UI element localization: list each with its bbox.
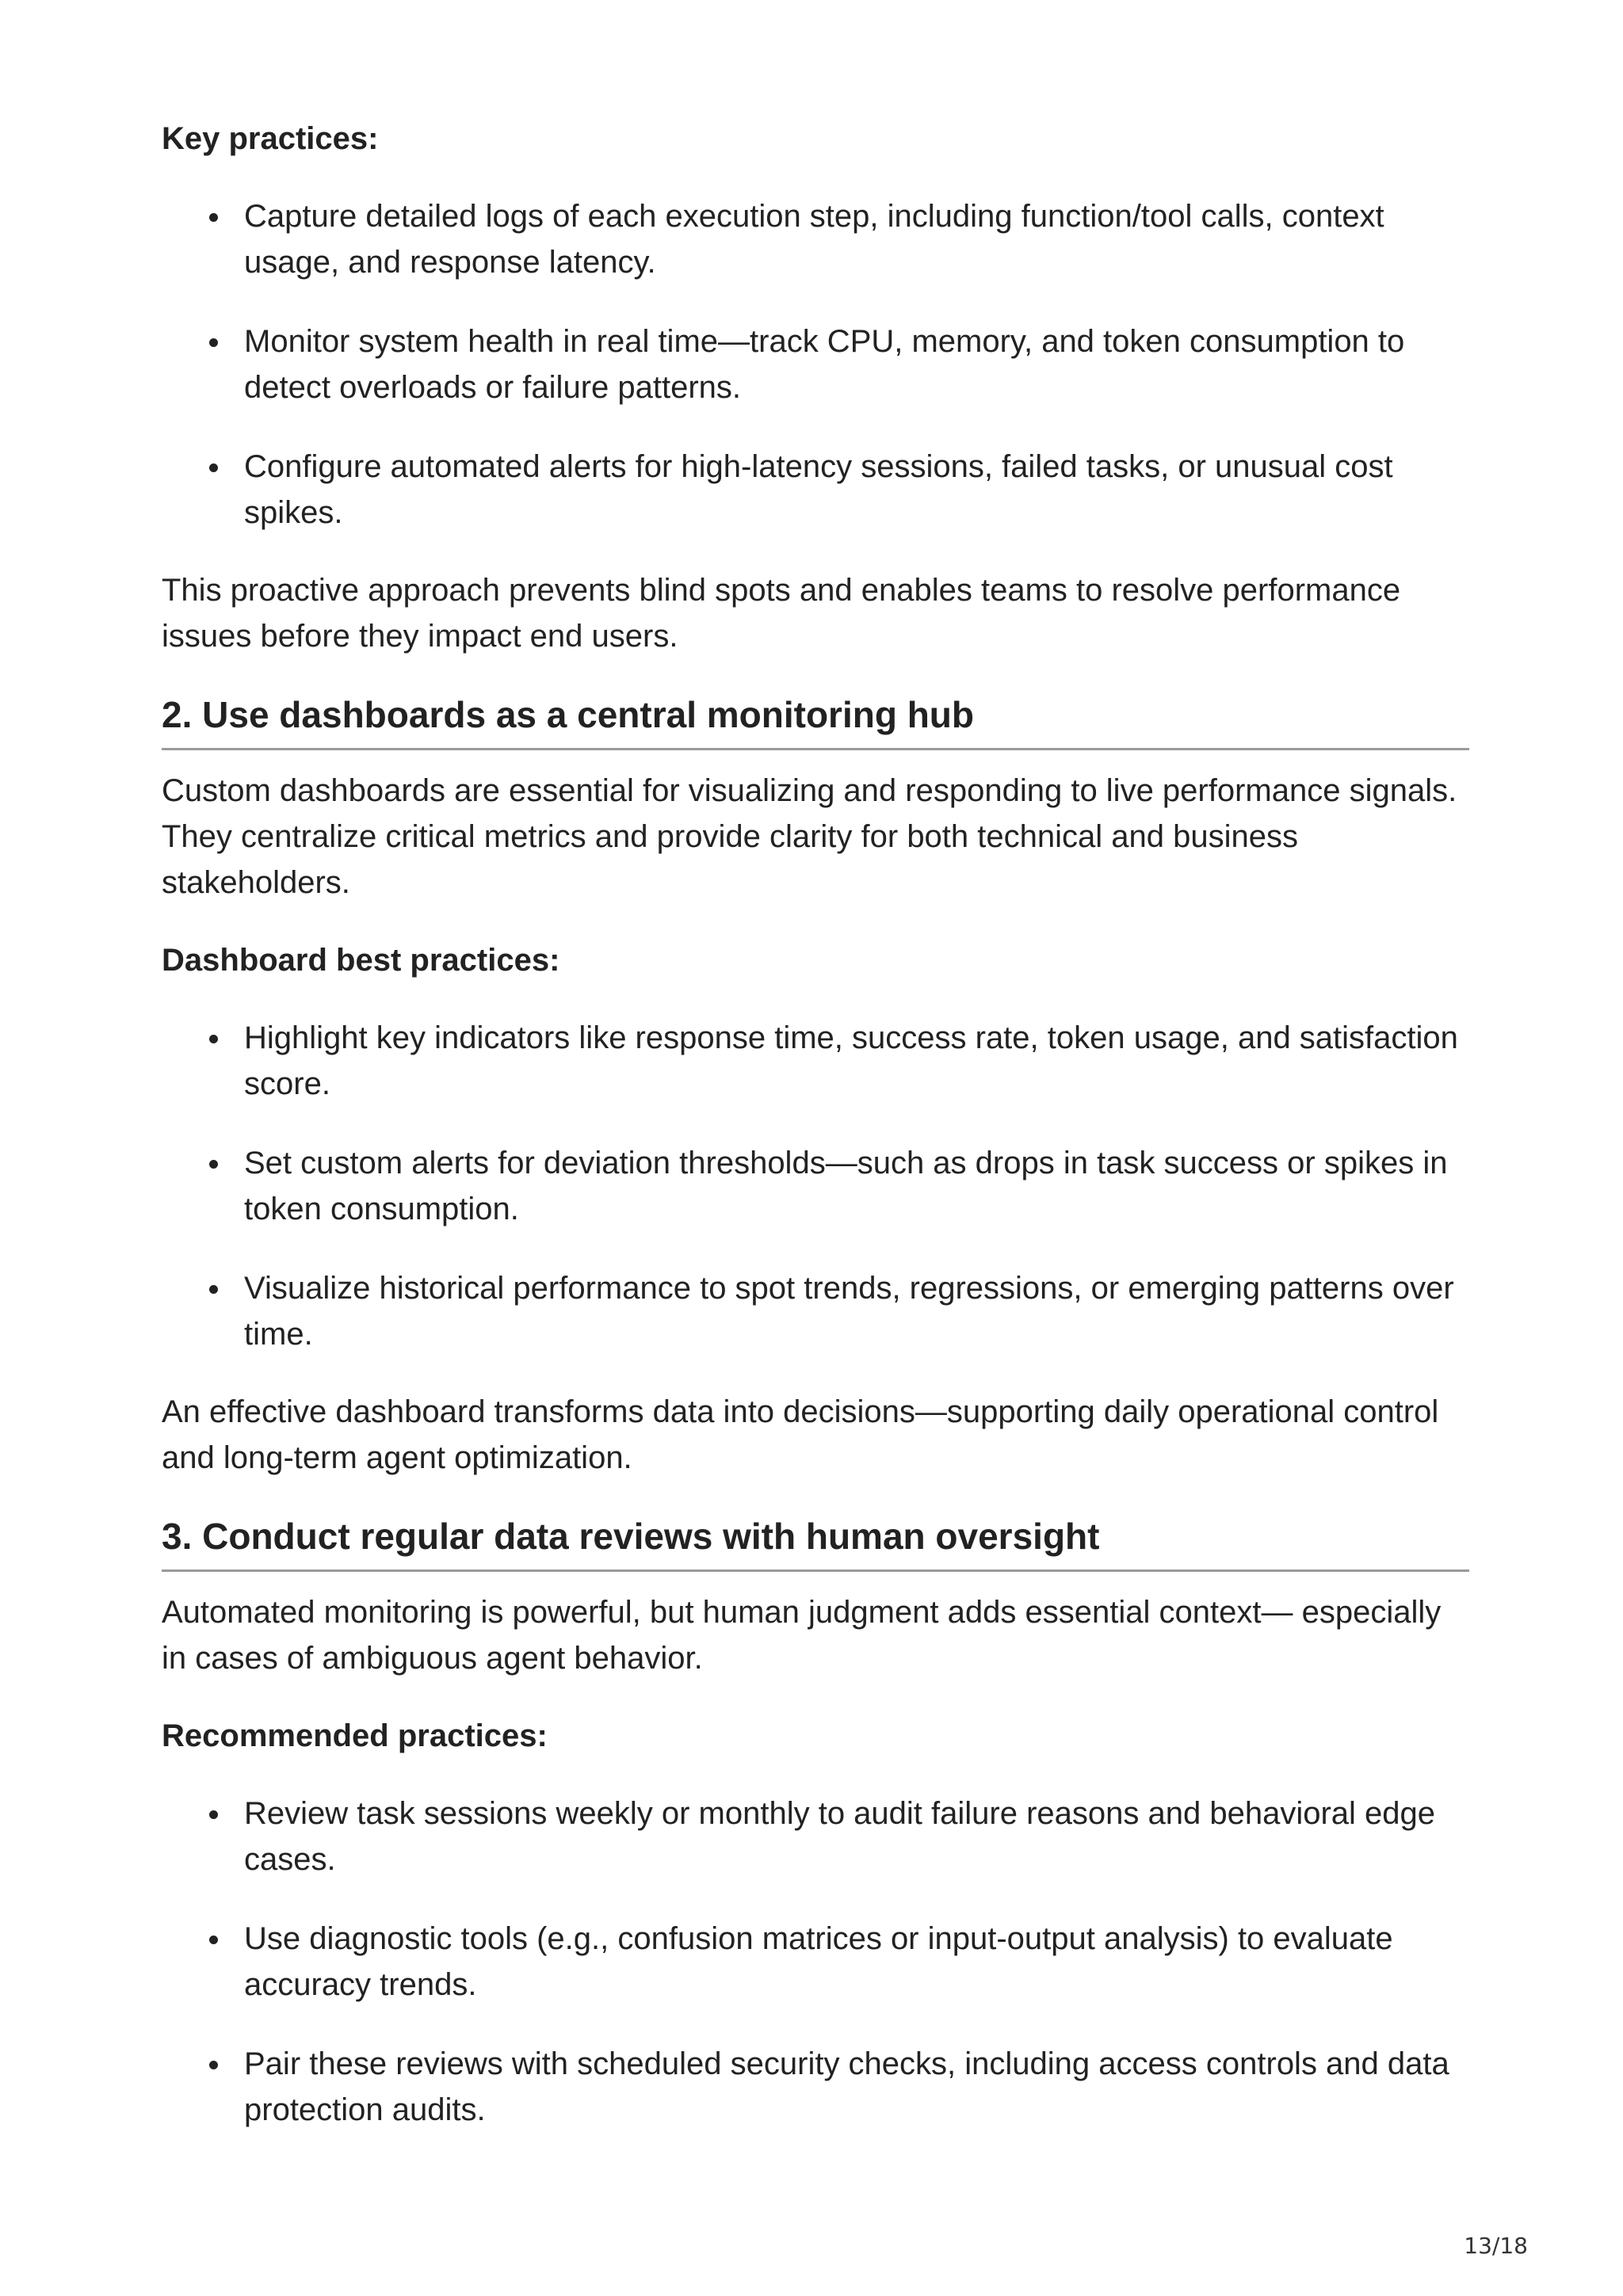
dashboard-practices-label: Dashboard best practices: (162, 943, 560, 978)
recommended-practices-label: Recommended practices: (162, 1718, 548, 1753)
bullet-icon (209, 338, 218, 347)
list-item: Capture detailed logs of each execution step, including function/tool calls, context usage, and response latency. (244, 193, 1469, 285)
intro-paragraph: Custom dashboards are essential for visualizing and responding to live performance signals. They centralize critical metrics and provide clarity for both technical and business stakeholders. (162, 773, 1457, 900)
section-heading: 3. Conduct regular data reviews with human oversight (162, 1512, 1469, 1572)
bullet-icon (209, 213, 218, 222)
bullet-icon (209, 1035, 218, 1043)
list-item: Monitor system health in real time—track CPU, memory, and token consumption to detect overloads or failure patterns. (244, 318, 1469, 410)
key-practices-label: Key practices: (162, 121, 379, 156)
bullet-icon (209, 1810, 218, 1819)
closing-paragraph: An effective dashboard transforms data into decisions—supporting daily operational control and long-term agent optimization. (162, 1394, 1439, 1475)
dashboard-practices-list (162, 1015, 1469, 1357)
list-item: Visualize historical performance to spot trends, regressions, or emerging patterns over time. (244, 1265, 1469, 1357)
list-item: Use diagnostic tools (e.g., confusion matrices or input-output analysis) to evaluate accuracy trends. (244, 1916, 1469, 2008)
bullet-icon (209, 1160, 218, 1169)
bullet-icon (209, 1285, 218, 1294)
closing-paragraph: This proactive approach prevents blind spots and enables teams to resolve performance issues before they impact end users. (162, 573, 1401, 654)
list-item: Configure automated alerts for high-latency sessions, failed tasks, or unusual cost spikes. (244, 444, 1469, 536)
key-practices-list (162, 193, 1469, 536)
intro-paragraph: Automated monitoring is powerful, but human judgment adds essential context— especially in cases of ambiguous agent behavior. (162, 1595, 1442, 1676)
page-number: 13/18 (1464, 2233, 1528, 2259)
list-item: Set custom alerts for deviation thresholds—such as drops in task success or spikes in token consumption. (244, 1140, 1469, 1232)
section-heading: 2. Use dashboards as a central monitoring hub (162, 691, 1469, 750)
recommended-practices-list (162, 1791, 1469, 2133)
list-item: Review task sessions weekly or monthly to audit failure reasons and behavioral edge cases. (244, 1791, 1469, 1882)
bullet-icon (209, 2061, 218, 2069)
bullet-icon (209, 1936, 218, 1944)
page-content (162, 116, 1469, 2133)
list-item: Pair these reviews with scheduled security checks, including access controls and data protection audits. (244, 2041, 1469, 2133)
bullet-icon (209, 463, 218, 472)
list-item: Highlight key indicators like response time, success rate, token usage, and satisfaction score. (244, 1015, 1469, 1107)
